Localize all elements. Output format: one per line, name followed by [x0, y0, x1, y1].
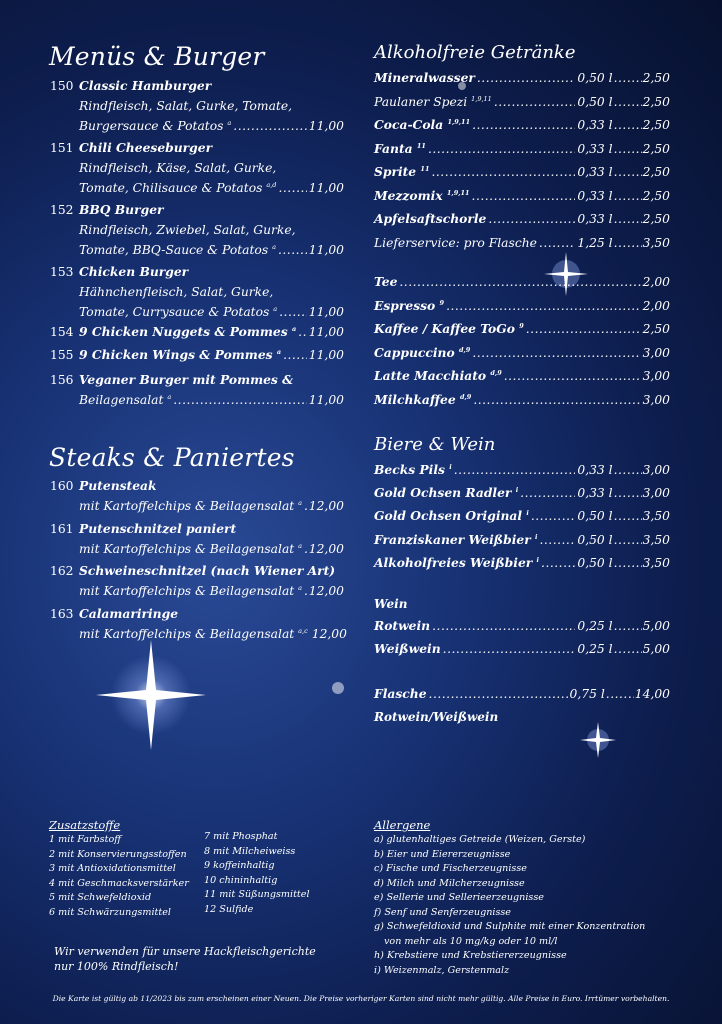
drink-name: Paulaner Spezi $^{1,9,11}$: [374, 94, 492, 109]
drink-row: [374, 235, 670, 251]
drink-row: [374, 298, 670, 314]
item-description: mit Kartoffelchips & Beilagensalat $^a$: [79, 498, 303, 513]
item-price: 11,00: [308, 348, 344, 362]
drink-price: 5,00: [642, 619, 670, 633]
leader-dots: [541, 555, 575, 571]
drink-line: [374, 94, 670, 110]
item-description: Beilagensalat $^a$: [79, 392, 172, 407]
item-body: [79, 76, 344, 136]
disclaimer: Die Karte ist gültig ab 11/2023 bis zum erscheinen einer Neuen. Die Preise vorheriger Karten sind nicht mehr gültig. Alle Preise in Euro. Irrtümer vorbehalten.: [52, 994, 670, 1003]
drink-price: 2,50: [642, 165, 670, 179]
leader-dots: [304, 581, 307, 601]
footnote-entry: b) Eier und Eiererzeugnisse: [374, 848, 511, 860]
item-name: Chili Cheeseburger: [79, 140, 213, 155]
drink-name: Cappuccino $^{d,9}$: [374, 344, 471, 360]
leader-dots: [614, 641, 642, 657]
footnote-entry: f) Senf und Senferzeugnisse: [374, 906, 511, 918]
drink-line: [374, 117, 670, 133]
drink-price: 2,00: [642, 298, 670, 313]
footnote-entry: a) glutenhaltiges Getreide (Weizen, Gerste): [374, 834, 586, 845]
leader-dots: [614, 235, 642, 251]
leader-dots: [173, 390, 307, 410]
leader-dots: [399, 274, 640, 290]
drink-name: Tee: [374, 274, 398, 289]
drink-qty: 1,25 l: [577, 235, 613, 250]
drink-row: [374, 532, 670, 548]
menu-item: [50, 476, 344, 516]
item-body: [79, 561, 344, 601]
leader-dots: [614, 555, 642, 571]
footnote-entry: 2 mit Konservierungsstoffen: [49, 848, 187, 860]
allergen-marker: d,9: [458, 345, 471, 354]
bottle-row: [374, 686, 670, 702]
drink-qty: 0,50 l: [577, 509, 613, 524]
drink-line: [374, 392, 670, 408]
item-name: Veganer Burger mit Pommes &: [79, 372, 294, 387]
drink-name: Rotwein: [374, 618, 431, 633]
drink-name: Apfelsaftschorle: [374, 211, 487, 226]
menu-item: [50, 370, 344, 410]
drink-price: 3,50: [642, 532, 670, 547]
leader-dots: [614, 94, 642, 110]
item-name: 9 Chicken Nuggets & Pommes $^a$: [79, 324, 297, 339]
leader-dots: [614, 618, 642, 634]
footnote-entry: 9 koffeinhaltig: [204, 860, 275, 871]
allergen-marker: 9: [519, 322, 524, 331]
drink-qty: 0,25 l: [577, 619, 613, 633]
drink-qty: 0,25 l: [577, 642, 613, 656]
menu-item: [50, 138, 344, 198]
drink-line: [374, 618, 670, 634]
section-title-softdrinks: Alkoholfreie Getränke: [374, 42, 576, 63]
leader-dots: [443, 641, 576, 657]
drink-price: 3,00: [642, 369, 670, 384]
menu-item: [50, 200, 344, 260]
menu-item: [50, 322, 344, 342]
item-number: 163: [50, 607, 74, 621]
drink-line: [374, 70, 670, 86]
drink-qty: 0,33 l: [577, 486, 613, 501]
item-description: Hähnchenfleisch, Salat, Gurke,: [79, 285, 274, 299]
leader-dots: [477, 70, 576, 86]
drink-name: Weißwein: [374, 641, 441, 656]
leader-dots: [446, 298, 641, 314]
item-price: 11,00: [308, 119, 344, 133]
item-price-line: [79, 624, 347, 644]
leader-dots: [233, 116, 307, 136]
allergen-marker: a: [167, 392, 172, 401]
allergen-marker: a: [227, 118, 232, 127]
drink-line: [374, 345, 670, 361]
leader-dots: [428, 141, 575, 157]
allergen-marker: a: [298, 583, 303, 592]
drink-price: 2,00: [642, 275, 670, 289]
item-price-line: [79, 539, 344, 559]
allergen-marker: 1,9,11: [447, 117, 471, 126]
drink-name: Gold Ochsen Radler $^i$: [374, 485, 519, 501]
drink-line: [374, 368, 670, 384]
allergen-marker: i: [536, 555, 540, 564]
allergen-marker: 11: [420, 164, 430, 173]
drink-price: 5,00: [642, 642, 670, 656]
drink-line: [374, 298, 670, 314]
item-name: Calamariringe: [79, 606, 179, 621]
drink-qty: 0,50 l: [577, 555, 613, 570]
drink-row: [374, 321, 670, 337]
drink-line: [374, 164, 670, 180]
leader-dots: [526, 321, 641, 337]
leader-dots: [614, 485, 642, 501]
item-price: 11,00: [308, 181, 344, 195]
item-body: [79, 345, 344, 365]
item-description: Rindfleisch, Käse, Salat, Gurke,: [79, 161, 277, 175]
additives-list-1: [49, 833, 189, 920]
allergen-marker: d,9: [459, 392, 472, 401]
leader-dots: [472, 117, 575, 133]
drink-row: [374, 188, 670, 204]
drink-qty: 0,33 l: [577, 212, 613, 226]
leader-dots: [614, 117, 642, 133]
drink-row: [374, 117, 670, 133]
drink-line: [374, 211, 670, 227]
drink-price: 2,50: [642, 71, 670, 85]
leader-dots: [614, 532, 642, 548]
footnote-entry: 7 mit Phosphat: [204, 831, 278, 842]
item-body: [79, 262, 344, 322]
item-price-line: [79, 322, 344, 342]
allergen-marker: a: [298, 541, 303, 550]
allergen-marker: a,c: [298, 626, 308, 635]
item-price-line: [79, 345, 344, 365]
drink-line: [374, 462, 670, 478]
drink-name: Latte Macchiato $^{d,9}$: [374, 368, 502, 384]
leader-dots: [431, 164, 575, 180]
item-price: 12,00: [311, 627, 347, 641]
drink-name: Mezzomix $^{1,9,11}$: [374, 187, 470, 203]
drink-line: [374, 274, 670, 290]
four-point-star-icon: [330, 680, 346, 696]
item-number: 152: [50, 203, 74, 217]
item-price-line: [79, 390, 344, 410]
item-description: Tomate, Chilisauce & Potatos $^{a,d}$: [79, 180, 277, 195]
drink-name: Milchkaffee $^{d,9}$: [374, 392, 472, 407]
allergen-marker: 11: [416, 141, 426, 150]
item-body: [79, 370, 344, 410]
footnote-entry: g) Schwefeldioxid und Sulphite mit einer Konzentration: [374, 921, 646, 932]
footnote-entry: 8 mit Milcheiweiss: [204, 845, 296, 857]
wine-label: Wein: [374, 597, 408, 611]
drink-name: Kaffee / Kaffee ToGo $^9$: [374, 321, 524, 337]
leader-dots: [304, 496, 307, 516]
drink-row: [374, 368, 670, 384]
bottle-qty: 0,75 l: [569, 687, 605, 701]
menu-item: [50, 561, 344, 601]
menu-item: [50, 345, 344, 365]
drink-line: [374, 321, 670, 337]
item-price: 12,00: [308, 499, 344, 513]
drink-name: Becks Pils $^i$: [374, 462, 452, 477]
drink-row: [374, 618, 670, 634]
item-name: Classic Hamburger: [79, 78, 212, 93]
beef-note-line-1: Wir verwenden für unsere Hackfleischgerichte: [54, 945, 316, 958]
item-price: 11,00: [308, 305, 344, 319]
drink-line: [374, 555, 670, 571]
item-number: 162: [50, 564, 74, 578]
footnote-entry: e) Sellerie und Sellerieerzeugnisse: [374, 892, 544, 903]
drink-line: [374, 641, 670, 657]
item-description: mit Kartoffelchips & Beilagensalat $^{a,c}$: [79, 626, 308, 641]
item-name: 9 Chicken Wings & Pommes $^a$: [79, 347, 282, 362]
leader-dots: [531, 508, 576, 524]
footnote-entry: 10 chininhaltig: [204, 874, 278, 886]
item-price-line: [79, 116, 344, 136]
allergen-marker: i: [515, 486, 519, 495]
leader-dots: [614, 508, 642, 524]
drink-name: Lieferservice: pro Flasche: [374, 235, 537, 250]
drink-price: 2,50: [642, 118, 670, 132]
drink-row: [374, 70, 670, 86]
drink-price: 2,50: [642, 212, 670, 226]
leader-dots: [539, 235, 575, 251]
menu-item: [50, 604, 347, 644]
item-price: 12,00: [308, 542, 344, 556]
allergen-marker: 9: [439, 298, 445, 307]
leader-dots: [472, 188, 576, 204]
drink-row: [374, 641, 670, 657]
allergens-title: Allergene: [374, 818, 431, 832]
bottle-sub: Rotwein/Weißwein: [374, 710, 499, 724]
item-body: [79, 519, 344, 559]
drink-row: [374, 94, 670, 110]
item-body: [79, 476, 344, 516]
drink-price: 2,50: [642, 322, 670, 337]
allergen-marker: a,d: [266, 180, 277, 189]
leader-dots: [539, 532, 575, 548]
leader-dots: [304, 539, 307, 559]
item-price-line: [79, 240, 344, 260]
footnote-entry: 11 mit Süßungsmittel: [204, 889, 310, 900]
menu-item: [50, 519, 344, 559]
bottle-price: 14,00: [634, 687, 670, 701]
allergen-marker: i: [526, 509, 529, 518]
item-description: mit Kartoffelchips & Beilagensalat $^a$: [79, 583, 303, 598]
drink-row: [374, 345, 670, 361]
drink-line: [374, 141, 670, 157]
drink-line: [374, 188, 670, 204]
item-description: Burgersauce & Potatos $^a$: [79, 118, 232, 133]
drink-row: [374, 274, 670, 290]
drink-qty: 0,50 l: [577, 94, 613, 109]
drink-name: Sprite $^{11}$: [374, 164, 430, 179]
leader-dots: [472, 345, 640, 361]
leader-dots: [279, 302, 307, 322]
allergen-marker: 1,9,11: [446, 188, 470, 197]
item-number: 150: [50, 79, 74, 93]
drink-line: [374, 235, 670, 251]
leader-dots: [614, 211, 642, 227]
section-title-burger: Menüs & Burger: [49, 42, 265, 71]
drink-row: [374, 392, 670, 408]
drink-price: 3,50: [642, 235, 670, 250]
additives-list-2: [204, 830, 310, 917]
drink-qty: 0,50 l: [577, 71, 613, 85]
drink-row: [374, 555, 670, 571]
allergen-marker: 1,9,11: [471, 94, 492, 103]
allergen-marker: a: [298, 498, 303, 507]
additives-title: Zusatzstoffe: [49, 818, 121, 832]
drink-name: Gold Ochsen Original $^i$: [374, 508, 529, 524]
drink-line: [374, 532, 670, 548]
drink-line: [374, 485, 670, 501]
footnote-entry: c) Fische und Fischerzeugnisse: [374, 863, 527, 874]
drink-price: 2,50: [642, 141, 670, 156]
item-price-line: [79, 302, 344, 322]
footnote-entry: 5 mit Schwefeldioxid: [49, 892, 152, 903]
allergen-marker: i: [449, 462, 452, 471]
leader-dots: [614, 462, 642, 478]
drink-name: Coca-Cola $^{1,9,11}$: [374, 117, 471, 132]
drink-price: 3,50: [642, 509, 670, 524]
item-price: 11,00: [308, 243, 344, 257]
item-number: 160: [50, 479, 74, 493]
allergen-marker: a: [273, 304, 278, 313]
footnote-entry: 3 mit Antioxidationsmittel: [49, 863, 176, 874]
item-price: 12,00: [308, 584, 344, 598]
drink-name: Franziskaner Weißbier $^i$: [374, 531, 538, 547]
item-price-line: [79, 496, 344, 516]
item-description: mit Kartoffelchips & Beilagensalat $^a$: [79, 541, 303, 556]
leader-dots: [488, 211, 575, 227]
menu-item: [50, 262, 344, 322]
drink-price: 3,00: [642, 463, 670, 477]
item-number: 156: [50, 373, 74, 387]
leader-dots: [432, 618, 575, 634]
bottle-name: Flasche: [374, 686, 427, 701]
drink-row: [374, 508, 670, 524]
leader-dots: [298, 322, 307, 342]
item-name: BBQ Burger: [79, 202, 164, 217]
item-price-line: [79, 178, 344, 198]
drink-qty: 0,33 l: [577, 463, 613, 477]
leader-dots: [520, 485, 575, 501]
drink-price: 3,50: [642, 555, 670, 570]
allergen-marker: a: [276, 347, 282, 356]
leader-dots: [283, 345, 307, 365]
drink-line: [374, 508, 670, 524]
leader-dots: [614, 70, 642, 86]
item-body: [79, 322, 344, 342]
four-point-star-icon: [580, 722, 616, 758]
item-price: 11,00: [308, 325, 344, 339]
footnote-entry: i) Weizenmalz, Gerstenmalz: [374, 964, 510, 976]
leader-dots: [494, 94, 576, 110]
allergen-marker: i: [535, 532, 538, 541]
item-number: 155: [50, 348, 74, 362]
leader-dots: [614, 141, 642, 157]
leader-dots: [614, 188, 642, 204]
beef-note: [54, 944, 316, 974]
footnote-entry: 6 mit Schwärzungsmittel: [49, 906, 171, 918]
four-point-star-icon: [96, 640, 206, 750]
leader-dots: [278, 178, 306, 198]
section-title-beer-wine: Biere & Wein: [374, 434, 496, 455]
drink-price: 3,00: [642, 486, 670, 501]
drink-row: [374, 462, 670, 478]
item-description: Rindfleisch, Zwiebel, Salat, Gurke,: [79, 223, 296, 237]
drink-price: 3,00: [642, 345, 670, 360]
item-number: 161: [50, 522, 74, 536]
drink-name: Fanta $^{11}$: [374, 140, 426, 156]
drink-qty: 0,33 l: [577, 188, 613, 203]
drink-qty: 0,33 l: [577, 141, 613, 156]
item-number: 154: [50, 325, 74, 339]
drink-name: Mineralwasser: [374, 70, 475, 85]
leader-dots: [454, 462, 576, 478]
item-body: [79, 200, 344, 260]
menu-item: [50, 76, 344, 136]
item-name: Putenschnitzel paniert: [79, 521, 237, 536]
beef-note-line-2: nur 100% Rindfleisch!: [54, 960, 179, 973]
footnote-entry: d) Milch und Milcherzeugnisse: [374, 877, 525, 889]
item-number: 153: [50, 265, 74, 279]
leader-dots: [278, 240, 307, 260]
drink-price: 2,50: [642, 188, 670, 203]
item-description: Tomate, Currysauce & Potatos $^a$: [79, 304, 278, 319]
drink-qty: 0,33 l: [577, 118, 613, 132]
drink-name: Espresso $^9$: [374, 297, 445, 313]
leader-dots: [614, 164, 642, 180]
drink-qty: 0,33 l: [577, 165, 613, 179]
footnote-entry: 4 mit Geschmacksverstärker: [49, 877, 189, 889]
item-body: [79, 604, 347, 644]
item-name: Putensteak: [79, 478, 157, 493]
item-name: Chicken Burger: [79, 264, 189, 279]
allergen-marker: a: [291, 324, 297, 333]
allergen-marker: d,9: [490, 369, 502, 378]
item-description: Tomate, BBQ-Sauce & Potatos $^a$: [79, 242, 276, 257]
footnote-entry: 12 Sulfide: [204, 903, 254, 915]
drink-price: 3,00: [642, 393, 670, 407]
footnote-entry: h) Krebstiere und Krebstiererzeugnisse: [374, 950, 567, 961]
item-body: [79, 138, 344, 198]
allergens-list: [374, 833, 645, 978]
drink-row: [374, 211, 670, 227]
allergen-marker: a: [272, 242, 276, 251]
drink-row: [374, 485, 670, 501]
drink-name: Alkoholfreies Weißbier $^i$: [374, 554, 540, 570]
drink-qty: 0,50 l: [577, 532, 613, 547]
item-name: Schweineschnitzel (nach Wiener Art): [79, 563, 336, 578]
item-price: 11,00: [308, 393, 344, 407]
leader-dots: [504, 368, 641, 384]
drink-row: [374, 164, 670, 180]
item-price-line: [79, 581, 344, 601]
drink-row: [374, 141, 670, 157]
leader-dots: [473, 392, 640, 408]
footnote-entry: 1 mit Farbstoff: [49, 834, 122, 845]
footnote-entry: von mehr als 10 mg/kg oder 10 ml/l: [384, 935, 558, 947]
item-description: Rindfleisch, Salat, Gurke, Tomate,: [79, 99, 293, 113]
drink-price: 2,50: [642, 94, 670, 109]
item-number: 151: [50, 141, 74, 155]
section-title-steaks: Steaks & Paniertes: [49, 443, 295, 472]
